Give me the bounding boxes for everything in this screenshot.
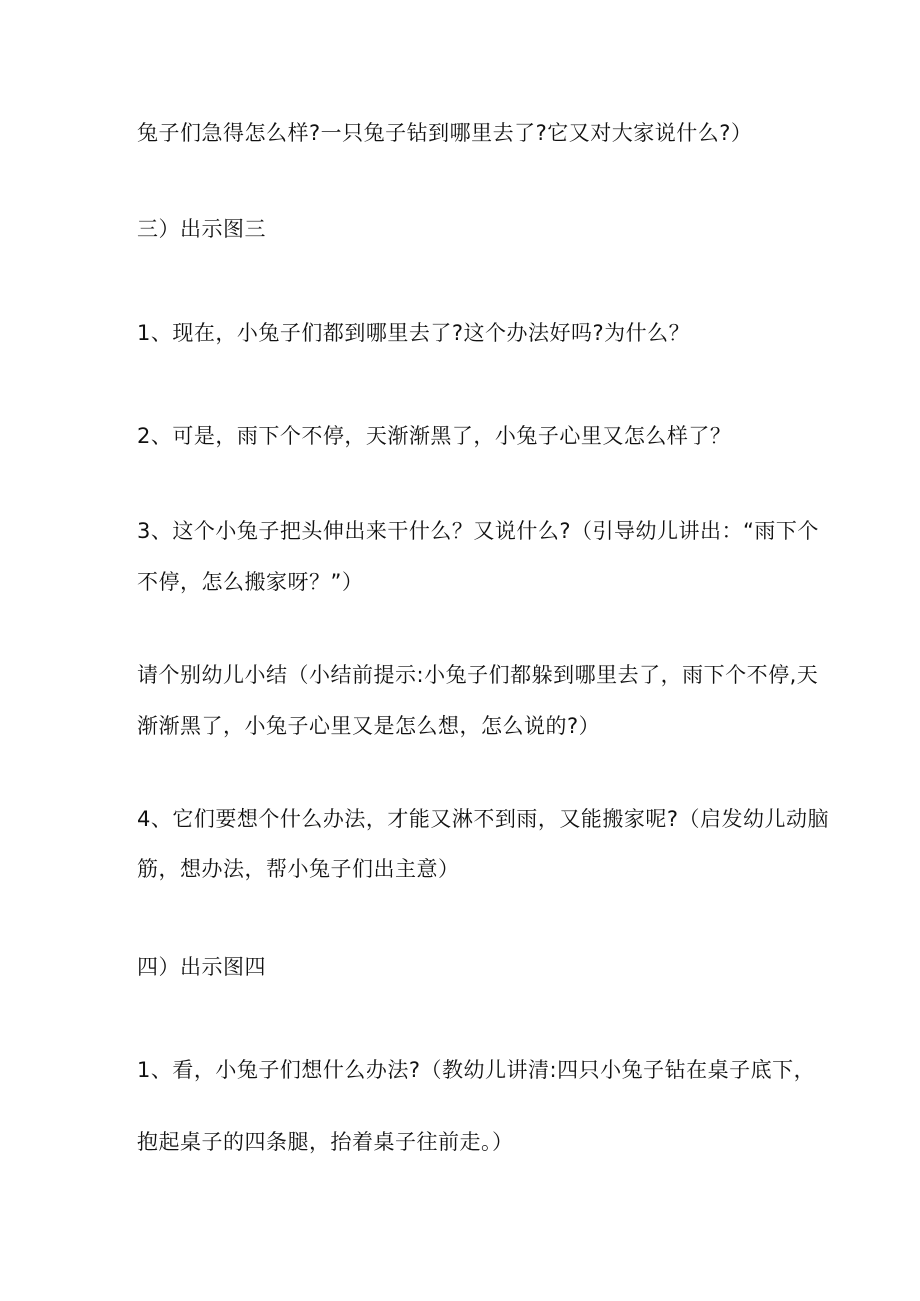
text-line: 请个别幼儿小结（小结前提示:小兔子们都躲到哪里去了，雨下个不停,天 <box>137 663 819 687</box>
text-line: 抱起桌子的四条腿，抬着桌子往前走。） <box>137 1130 514 1154</box>
text-line: 筋，想办法，帮小兔子们出主意） <box>137 857 460 881</box>
text-line: 渐渐黑了，小兔子心里又是怎么想，怎么说的?） <box>137 714 601 738</box>
section-heading: 四）出示图四 <box>137 955 266 979</box>
section-heading: 三）出示图三 <box>137 217 266 241</box>
text-line: 3、这个小兔子把头伸出来干什么？又说什么?（引导幼儿讲出：“雨下个 <box>137 519 819 543</box>
text-line: 不停，怎么搬家呀？”） <box>137 570 364 594</box>
text-line: 2、可是，雨下个不停，天渐渐黑了，小兔子心里又怎么样了？ <box>137 424 732 448</box>
text-line: 4、它们要想个什么办法，才能又淋不到雨，又能搬家呢?（启发幼儿动脑 <box>137 807 830 831</box>
text-line: 1、现在，小兔子们都到哪里去了?这个办法好吗?为什么？ <box>137 321 691 345</box>
text-line: 1、看，小兔子们想什么办法?（教幼儿讲清:四只小兔子钻在桌子底下， <box>137 1058 816 1082</box>
text-line: 兔子们急得怎么样?一只兔子钻到哪里去了?它又对大家说什么?） <box>137 121 753 145</box>
